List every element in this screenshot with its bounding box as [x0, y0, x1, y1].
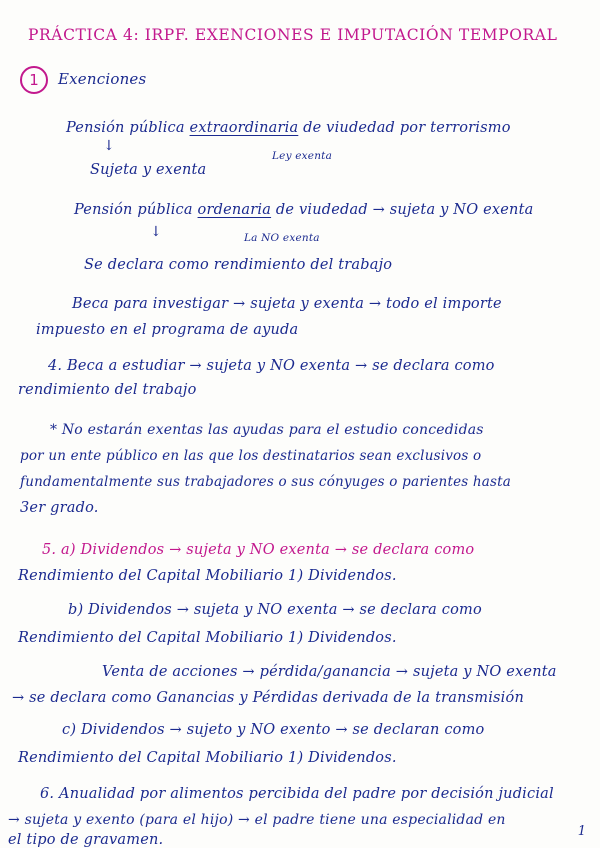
note-line-7: 4. Beca a estudiar → sujeta y NO exenta → se declara como — [48, 358, 495, 374]
note-text: de viudedad por terrorismo — [298, 120, 511, 136]
note-line-4: Se declara como rendimiento del trabajo — [84, 257, 393, 273]
note-line-6: impuesto en el programa de ayuda — [36, 322, 299, 338]
note-underlined-text: extraordinaria — [189, 120, 299, 136]
section-heading: Exenciones — [58, 70, 147, 88]
note-line-21: 6. Anualidad por alimentos percibida del padre por decisión judicial — [40, 786, 554, 802]
note-line-10: por un ente público en las que los destinatarios sean exclusivos o — [20, 448, 482, 464]
note-text: de viudedad → sujeta y NO exenta — [271, 202, 534, 218]
note-line-12: 3er grado. — [20, 500, 99, 516]
note-line-3 — [74, 202, 533, 218]
note-line-20: Rendimiento del Capital Mobiliario 1) Dividendos. — [18, 750, 397, 766]
note-line-2: Sujeta y exenta — [90, 162, 207, 178]
note-line-17: Venta de acciones → pérdida/ganancia → sujeta y NO exenta — [102, 664, 557, 680]
note-text: 5. a) Dividendos → sujeta y NO exenta → se declara como — [42, 542, 475, 558]
page-number: 1 — [577, 824, 586, 839]
note-line-13 — [42, 542, 474, 558]
note-line-19: c) Dividendos → sujeto y NO exento → se declaran como — [62, 722, 485, 738]
arrow-down-icon: ↓ — [103, 138, 115, 154]
note-line-1 — [66, 120, 511, 136]
note-line-15: b) Dividendos → sujeta y NO exenta → se declara como — [68, 602, 482, 618]
note-text: Pensión pública — [74, 202, 198, 218]
page-title: PRÁCTICA 4: IRPF. EXENCIONES E IMPUTACIÓN TEMPORAL — [28, 26, 558, 44]
note-line-9: * No estarán exentas las ayudas para el estudio concedidas — [50, 422, 484, 438]
note-underlined-text: ordenaria — [197, 202, 272, 218]
note-line-8: rendimiento del trabajo — [18, 382, 197, 398]
note-line-5: Beca para investigar → sujeta y exenta → todo el importe — [72, 296, 502, 312]
note-text: Pensión pública — [66, 120, 190, 136]
note-line-16: Rendimiento del Capital Mobiliario 1) Dividendos. — [18, 630, 397, 646]
annotation-small: La NO exenta — [244, 232, 320, 244]
note-line-22: → sujeta y exento (para el hijo) → el padre tiene una especialidad en — [8, 812, 506, 828]
note-line-23: el tipo de gravamen. — [8, 832, 164, 848]
section-number-badge: 1 — [20, 66, 48, 94]
note-line-11: fundamentalmente sus trabajadores o sus cónyuges o parientes hasta — [20, 474, 512, 490]
arrow-down-icon: ↓ — [150, 224, 162, 240]
note-line-14: Rendimiento del Capital Mobiliario 1) Dividendos. — [18, 568, 397, 584]
annotation-small: Ley exenta — [272, 150, 333, 162]
note-line-18: → se declara como Ganancias y Pérdidas derivada de la transmisión — [12, 690, 524, 706]
